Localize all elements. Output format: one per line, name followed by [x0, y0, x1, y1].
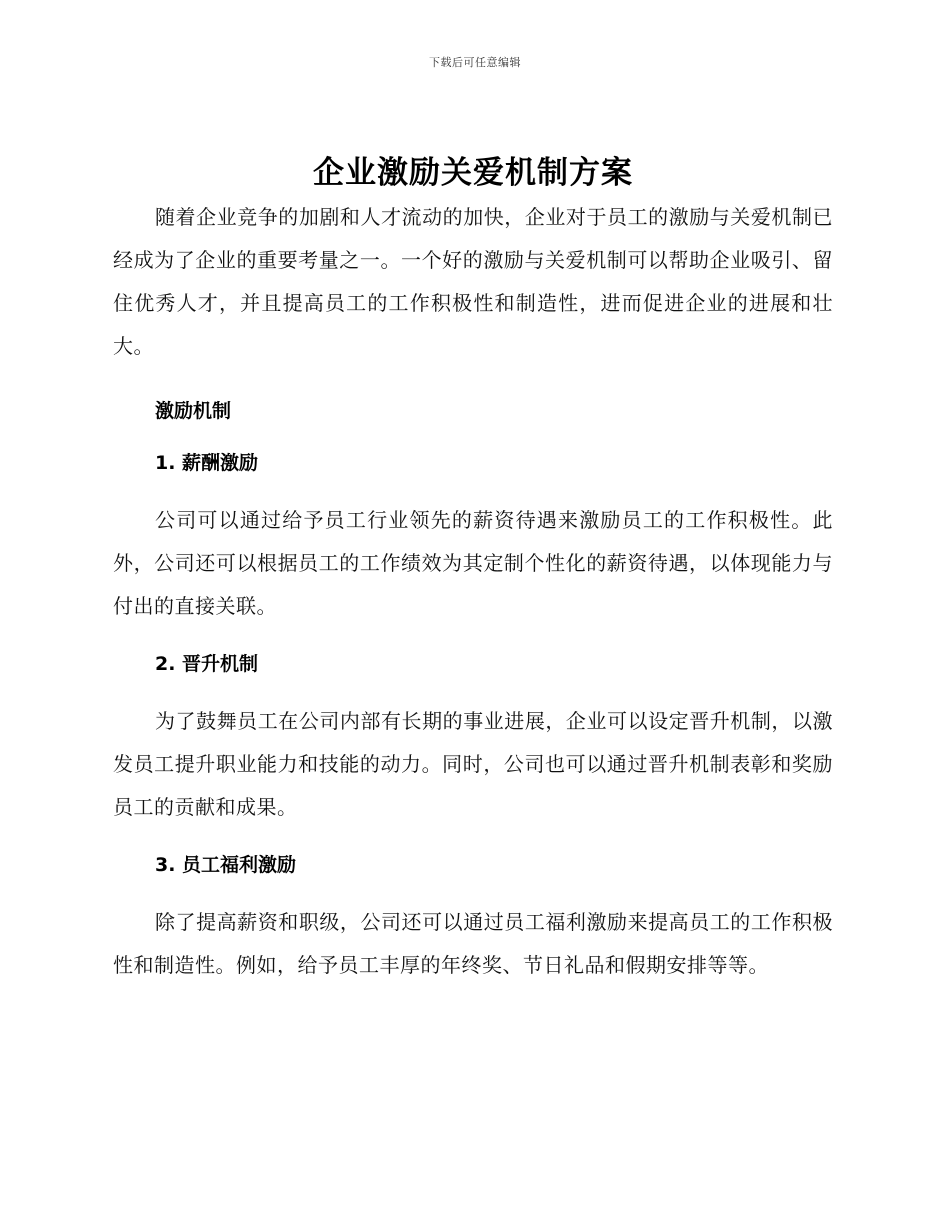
document-title: 企业激励关爱机制方案	[313, 155, 633, 191]
subsection-heading-promotion: 2. 晋升机制	[155, 653, 259, 675]
subsection-heading-salary: 1. 薪酬激励	[155, 452, 259, 474]
subsection-heading-welfare: 3. 员工福利激励	[155, 854, 297, 876]
document-body	[113, 150, 833, 987]
page-header-note: 下载后可任意编辑	[429, 56, 521, 69]
subsection-text-welfare: 除了提高薪资和职级，公司还可以通过员工福利激励来提高员工的工作积极性和制造性。例如，给予员工丰厚的年终奖、节日礼品和假期安排等等。	[113, 910, 833, 977]
intro-paragraph: 随着企业竞争的加剧和人才流动的加快，企业对于员工的激励与关爱机制已经成为了企业的重要考量之一。一个好的激励与关爱机制可以帮助企业吸引、留住优秀人才，并且提高员工的工作积极性和制造性，进而促进企业的进展和壮大。	[113, 205, 833, 358]
subsection-text-promotion: 为了鼓舞员工在公司内部有长期的事业进展，企业可以设定晋升机制，以激发员工提升职业能力和技能的动力。同时，公司也可以通过晋升机制表彰和奖励员工的贡献和成果。	[113, 709, 833, 819]
subsection-text-salary: 公司可以通过给予员工行业领先的薪资待遇来激励员工的工作积极性。此外，公司还可以根据员工的工作绩效为其定制个性化的薪资待遇，以体现能力与付出的直接关联。	[113, 508, 833, 618]
section-heading-incentive: 激励机制	[155, 400, 232, 422]
